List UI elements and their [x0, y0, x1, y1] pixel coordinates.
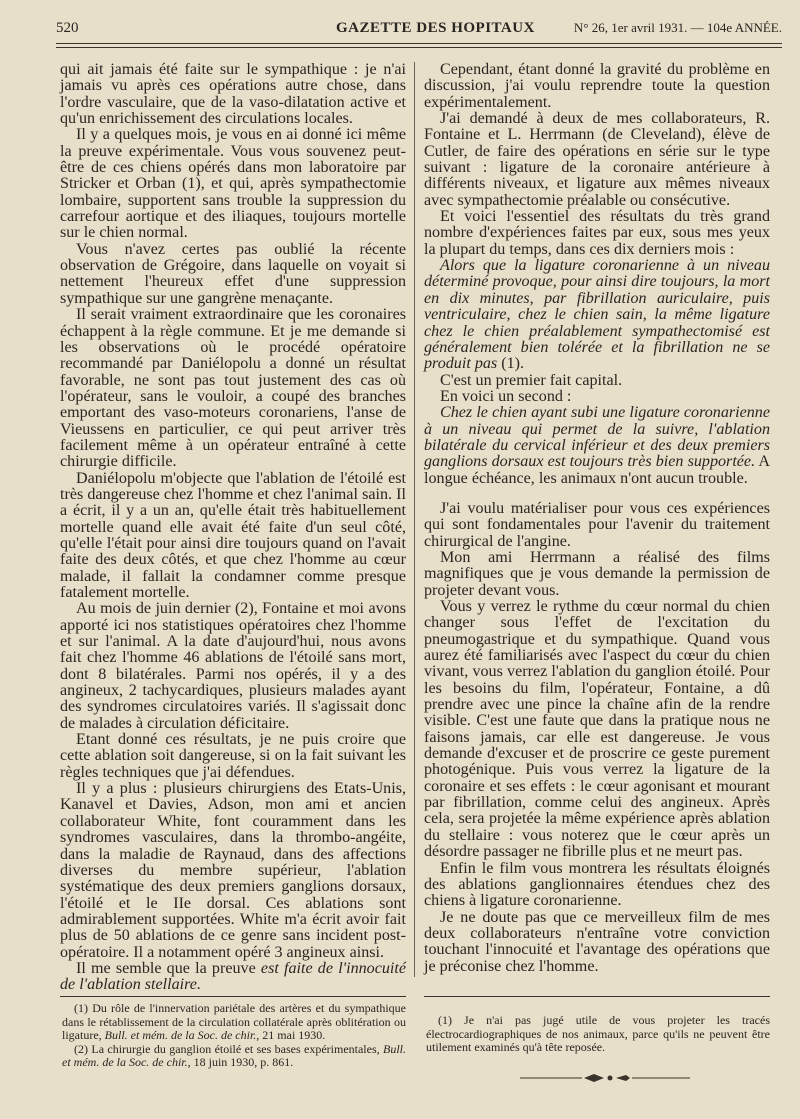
text-run: , 18 juin 1930, p. 861. — [187, 1055, 294, 1070]
header-rule-secondary — [56, 47, 782, 48]
paragraph: Il serait vraiment extraordinaire que les coronaires échappent à la règle commune. Et je me demande si les observations où le procédé opératoire recommandé par Daniélopolu a donné un résultat favorable, ne sont pas tout justement des cas où l'opérateur, sans le vouloir, a coupé des branches emportant des vaso-moteurs coronariens, l'anse de Vieussens en particulier, ce qui peut arriver très facilement même à un opérateur entraîné à cette chirurgie difficile. — [60, 306, 406, 471]
paragraph: Il y a plus : plusieurs chirurgiens des Etats-Unis, Kanavel et Davies, Adson, mon ami et ancien collaborateur White, font couramment dans les syndromes vasculaires, dans la thrombo-angéite, dans la maladie de Raynaud, dans des affections diverses du membre supérieur, l'ablation systématique des deux premiers ganglions dorsaux, l'étoilé et le IIe dorsal. Ces ablations sont admirablement supportées. White m'a écrit avoir fait plus de 50 ablations de ce genre sans incident post-opératoire. Il a notamment opéré 3 angineux ainsi. — [60, 780, 406, 961]
paragraph: C'est un premier fait capital. — [440, 371, 623, 389]
paragraph: Vous n'avez certes pas oublié la récente observation de Grégoire, dans laquelle on voyait si nettement l'heureux effet d'une suppression sympathique sur une gangrène menaçante. — [60, 240, 406, 307]
footnotes-left — [62, 1002, 406, 1070]
paragraph-italic — [424, 258, 770, 372]
text-run: (2) La chirurgie du ganglion étoilé et ses bases expérimentales, — [74, 1041, 383, 1056]
paragraph: Il y a quelques mois, je vous en ai donné ici même la preuve expérimentale. Vous vous souvenez peut-être de ces chiens opérés dans mon laboratoire par Stricker et Orban (1), et qui, après sympathectomie lombaire, supportent sans trouble la suppression du carrefour aortique et des iliaques, toujours mortelle sur le chien normal. — [60, 126, 406, 242]
footnote: (1) Je n'ai pas jugé utile de vous projeter les tracés électrocardiographiques de nos animaux, parce qu'ils ne peuvent être utilement examinés qu'à tête reposée. — [426, 1013, 770, 1055]
paragraph: qui ait jamais été faite sur le sympathique : je n'ai jamais vu après ces opérations autre chose, dans l'ordre vasculaire, que de la vaso-dilatation active et qu'un enrichissement des circulations locales. — [60, 61, 406, 128]
paragraph: J'ai demandé à deux de mes collaborateurs, R. Fontaine et L. Herrmann (de Cleveland), élève de Cutler, de faire des opérations en série sur le type suivant : ligature de la coronaire antérieure à différents niveaux, et ligature aux mêmes niveaux avec sympathectomie préalable ou consécutive. — [424, 110, 770, 209]
column-divider — [414, 62, 415, 977]
paragraph: Je ne doute pas que ce merveilleux film de mes deux collaborateurs n'entraîne votre conviction touchant l'innocuité et l'avantage des opérations que je préconise chez l'homme. — [424, 908, 770, 975]
paragraph-conclusion — [60, 961, 406, 994]
paragraph: Etant donné ces résultats, je ne puis croire que cette ablation soit dangereuse, si on la fait suivant les règles techniques que j'ai défendues. — [60, 731, 406, 781]
footnote — [62, 1002, 406, 1043]
left-column — [60, 62, 406, 994]
italic-run: Bull. et mém. de la Soc. de chir. — [62, 1041, 406, 1070]
paragraph: Vous y verrez le rythme du cœur normal du chien changer sous l'effet de l'excitation du pneumogastrique et du sympathique. Quand vous aurez été familiarisés avec l'aspect du cœur du chien vivant, vous verrez l'ablation du ganglion étoilé. Pour les besoins du film, l'opérateur, Fontaine, a dû prendre avec une pince la chaîne afin de la rendre visible. C'est une faute que dans la pratique nous ne faisons jamais, car elle est dangereuse. Je vous demande d'excuser et de proscrire ce geste purement photogénique. Puis vous verrez la ligature de la coronaire et ses effets : le cœur agonisant et mourant par fibrillation, comme celui des angineux. Après cela, sera projetée la même expérience après ablation du stellaire : vous noterez que le cœur après un désordre passager ne fibrille plus et ne meurt pas. — [424, 598, 770, 861]
italic-run: Chez le chien ayant subi une ligature coronarienne à un niveau qui permet de la suivre, l'ablation bilatérale du cervical inférieur et des deux premiers ganglions dorsaux est toujours très bien supportée. — [424, 404, 770, 471]
text-run: (1). — [497, 355, 524, 373]
paragraph: Et voici l'essentiel des résultats du très grand nombre d'expériences faites par eux, sous mes yeux la plupart du temps, dans ces dix derniers mois : — [424, 208, 770, 258]
footnote-rule — [424, 996, 770, 997]
page-header — [56, 20, 782, 40]
paragraph: Mon ami Herrmann a réalisé des films magnifiques que je vous demande la permission de projeter devant vous. — [424, 548, 770, 599]
text-run: A longue échéance, les animaux n'ont aucun trouble. — [424, 453, 770, 487]
footnote-rule — [60, 996, 406, 997]
paragraph: Daniélopolu m'objecte que l'ablation de l'étoilé est très dangereuse chez l'homme et chez l'animal sain. Il a écrit, il y a un an, qu'elle était très habituellement mortelle quand elle avait été faite d'un seul côté, qu'elle l'était pour ainsi dire toujours quand on l'avait faite des deux côtés, et que chez l'homme au cœur malade, il fallait la condamner comme presque fatalement mortelle. — [60, 469, 406, 601]
issue-info: N° 26, 1er avril 1931. — 104e ANNÉE. — [573, 20, 782, 35]
text-run: Il me semble que la preuve — [76, 959, 261, 977]
italic-run: Bull. et mém. de la Soc. de chir. — [104, 1028, 257, 1043]
italic-run: Alors que la ligature coronarienne à un niveau déterminé provoque, pour ainsi dire toujours, la mort en dix minutes, par fibrillation auriculaire, puis ventriculaire, chez le chien sain, la même ligature chez le chien préalablement sympathectomisé est généralement bien tolérée et la fibrillation ne se produit pas — [424, 257, 770, 373]
paragraph: Au mois de juin dernier (2), Fontaine et moi avons apporté ici nos statistiques opératoires chez l'homme et sur l'animal. A la date d'aujourd'hui, nous avons fait chez l'homme 46 ablations de l'étoilé sans mort, dont 8 bilatérales. Parmi nos opérés, il y a des angineux, 2 tachycardiques, plusieurs malades ayant des syndromes circulatoires variés. Il s'agissait donc de malades à circulation déficitaire. — [60, 600, 406, 732]
italic-run: est faite de l'innocuité de l'ablation stellaire. — [60, 959, 406, 994]
paragraph-italic — [424, 405, 770, 487]
paragraph: J'ai voulu matérialiser pour vous ces expériences qui sont fondamentales pour l'avenir du traitement chirurgical de l'angine. — [424, 499, 770, 550]
paragraph: Enfin le film vous montrera les résultats éloignés des ablations ganglionnaires étendues chez des chiens à ligature coronarienne. — [424, 859, 770, 910]
page-number: 520 — [56, 20, 79, 36]
footnotes-right — [426, 1014, 770, 1055]
right-column — [424, 62, 770, 975]
text-run: (1) Du rôle de l'innervation pariétale des artères et du sympathique dans le rétablissement de la circulation collatérale après oblitération ou ligature, — [62, 1001, 406, 1043]
journal-title: GAZETTE DES HOPITAUX — [336, 20, 535, 36]
text-run: , 21 mai 1930. — [256, 1028, 326, 1043]
header-rule — [56, 43, 782, 44]
paragraph: En voici un second : — [440, 387, 572, 405]
ornament-divider — [520, 1072, 690, 1084]
footnote — [62, 1043, 406, 1070]
paragraph: Cependant, étant donné la gravité du problème en discussion, j'ai voulu reprendre toute la question expérimentalement. — [424, 61, 770, 111]
